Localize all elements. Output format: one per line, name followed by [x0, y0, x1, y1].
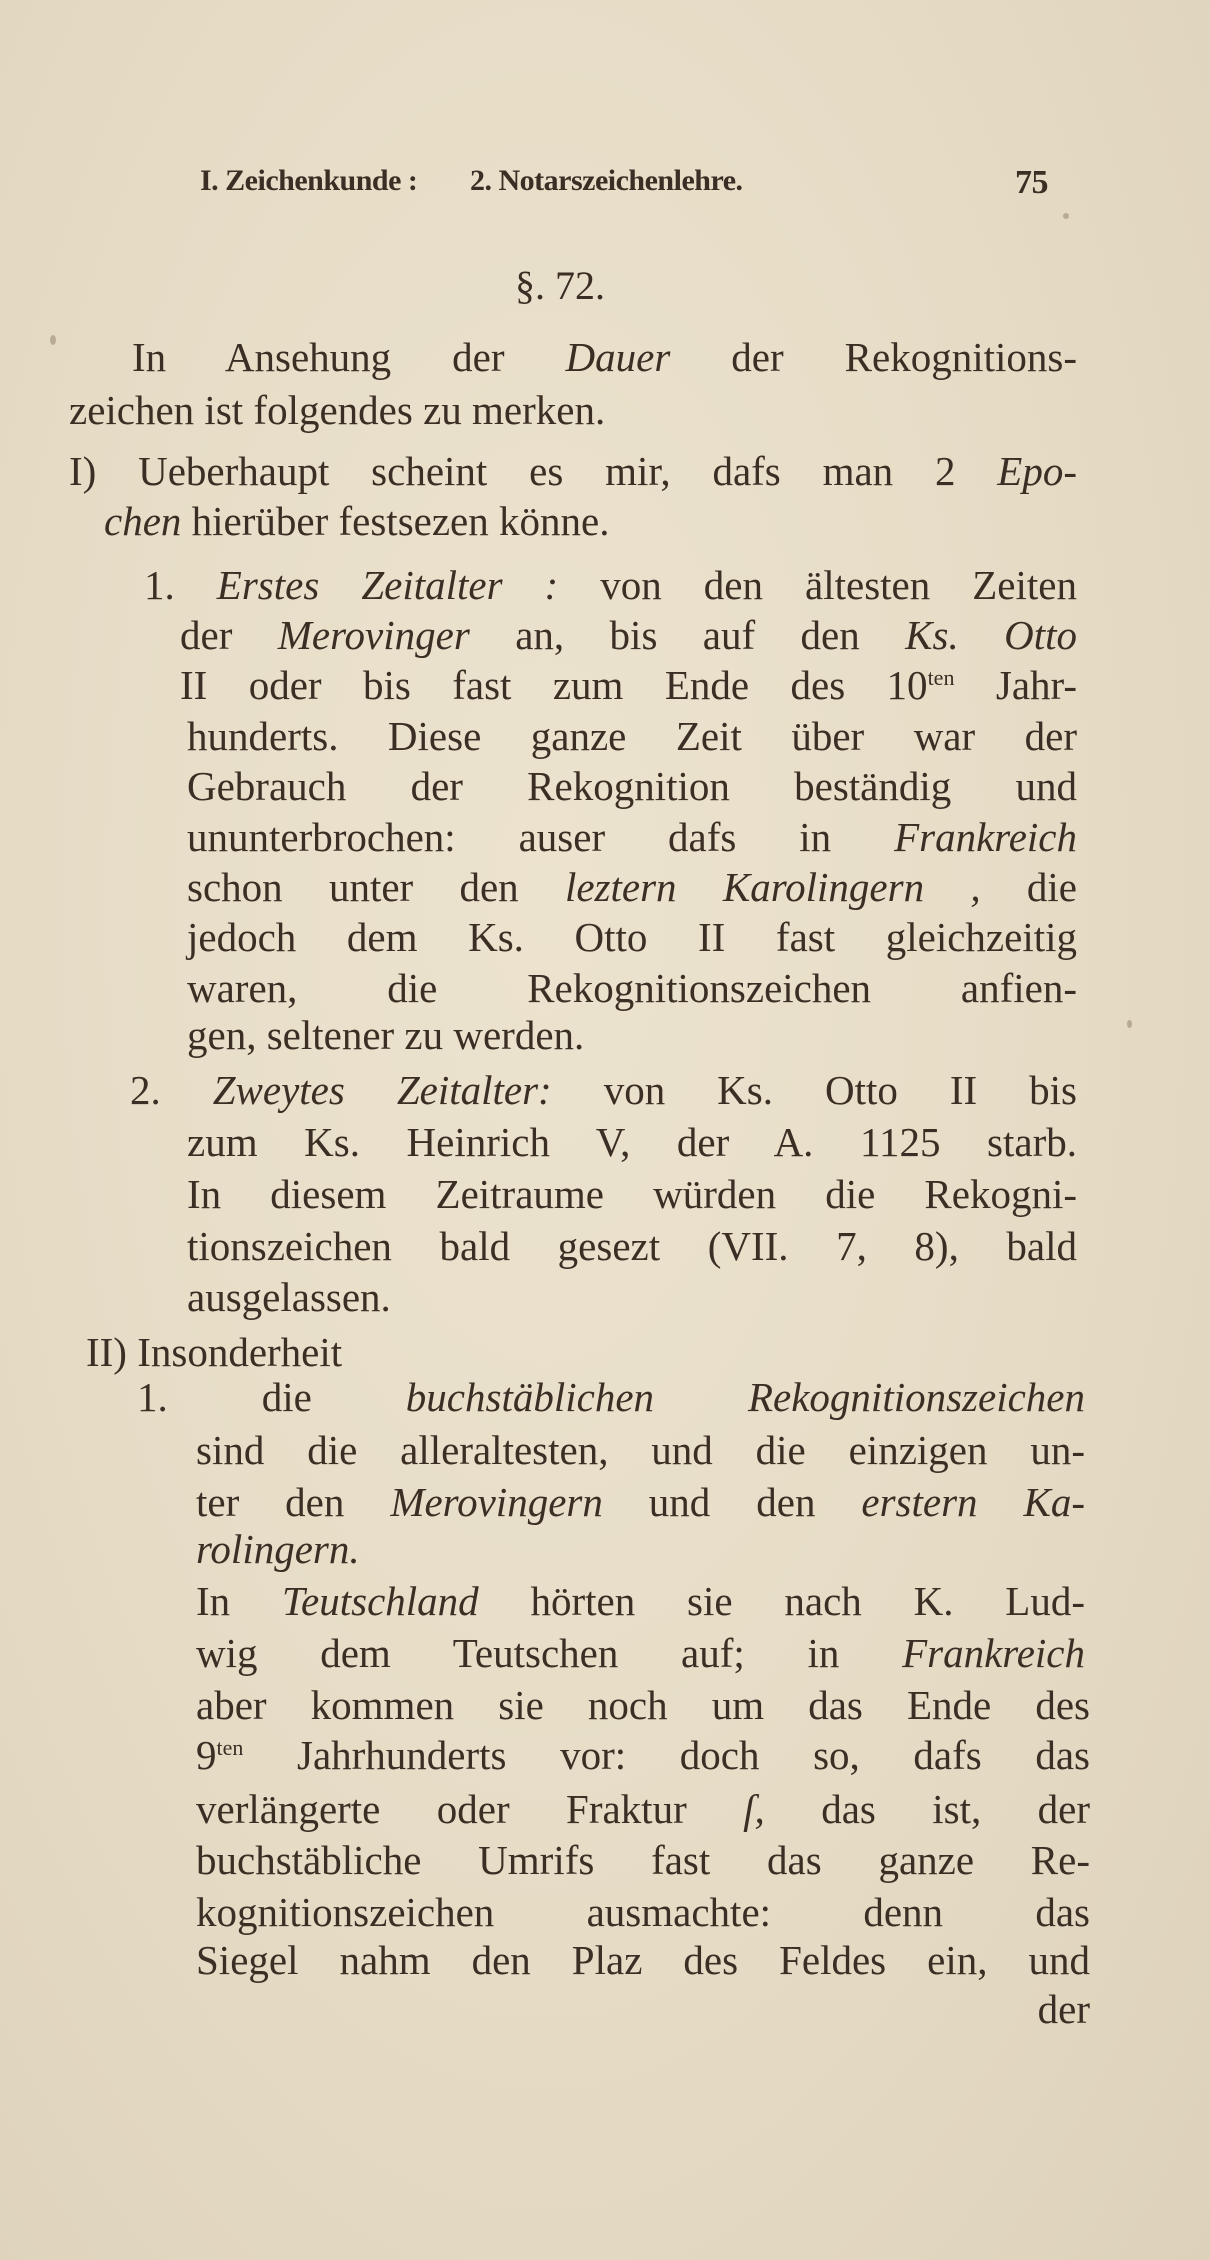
text-line: [187, 911, 1077, 963]
text-line: [130, 1064, 1077, 1116]
superscript-text: ten: [927, 665, 955, 690]
text-segment: hörten sie nach K. Lud-: [478, 1578, 1085, 1624]
italic-text: Merovingern: [390, 1479, 603, 1525]
text-segment: 9: [196, 1732, 217, 1778]
text-line: [187, 760, 1077, 812]
text-line: [196, 1424, 1085, 1476]
text-segment: wig dem Teutschen auf; in: [196, 1630, 903, 1676]
text-line: [187, 1116, 1077, 1168]
paper-speck: [50, 335, 56, 345]
text-segment: Jahrhunderts vor: doch so, dafs das: [243, 1732, 1090, 1778]
text-segment: an, bis auf den: [469, 612, 906, 658]
text-line: [104, 495, 1077, 547]
text-segment: Gebrauch der Rekognition beständig und: [187, 763, 1077, 809]
text-segment: tionszeichen bald gesezt (VII. 7, 8), bald: [187, 1223, 1077, 1269]
text-segment: ausgelassen.: [187, 1274, 391, 1320]
text-line: [132, 331, 1077, 383]
text-segment: zeichen ist folgendes zu merken.: [69, 387, 606, 433]
text-segment: der Rekognitions-: [670, 334, 1077, 380]
text-segment: gen, seltener zu werden.: [187, 1012, 585, 1058]
text-segment: II) Insonderheit: [86, 1329, 343, 1375]
text-segment: der: [180, 612, 278, 658]
text-line: [187, 1271, 1077, 1323]
text-line: [187, 1220, 1077, 1272]
paper-speck: [1127, 1020, 1132, 1028]
text-segment: hunderts. Diese ganze Zeit über war der: [187, 713, 1077, 759]
text-segment: und den: [602, 1479, 862, 1525]
text-line: [196, 1783, 1090, 1835]
text-line: [187, 861, 1077, 913]
text-segment: von den ältesten Zeiten: [558, 562, 1077, 608]
text-segment: das ist, der: [764, 1786, 1090, 1832]
text-segment: zum Ks. Heinrich V, der A. 1125 starb.: [187, 1119, 1077, 1165]
text-segment: buchstäbliche Umrifs fast das ganze Re-: [196, 1837, 1090, 1883]
text-line: [187, 1009, 1077, 1061]
italic-text: Ks. Otto: [905, 612, 1078, 658]
italic-text: leztern Karolingern ,: [564, 864, 981, 910]
text-segment: Jahr-: [954, 662, 1078, 708]
superscript-text: ten: [216, 1735, 244, 1760]
text-line: [196, 1886, 1090, 1938]
italic-text: Dauer: [565, 334, 671, 380]
text-segment: kognitionszeichen ausmachte: denn das: [196, 1889, 1090, 1935]
italic-text: Epo-: [997, 448, 1077, 494]
text-line: [187, 962, 1077, 1014]
italic-text: Erstes Zeitalter :: [216, 562, 559, 608]
text-line: [180, 659, 1077, 711]
text-segment: jedoch dem Ks. Otto II fast gleichzeitig: [187, 914, 1077, 960]
text-segment: 2.: [130, 1067, 213, 1113]
italic-text: Frankreich: [902, 1630, 1085, 1676]
text-line: [187, 1168, 1077, 1220]
text-line: [196, 1834, 1090, 1886]
italic-text: buchstäblichen Rekognitionszeichen: [405, 1374, 1086, 1420]
text-segment: ter den: [196, 1479, 391, 1525]
text-segment: sind die alleraltesten, und die einzigen un-: [196, 1427, 1085, 1473]
text-segment: 1. die: [137, 1374, 406, 1420]
text-line: [196, 1627, 1085, 1679]
text-line: [187, 710, 1077, 762]
text-line: [69, 384, 1077, 436]
text-segment: Siegel nahm den Plaz des Feldes ein, und: [196, 1937, 1090, 1983]
paper-speck: [1063, 213, 1069, 219]
text-line: [196, 1575, 1085, 1627]
text-line: [137, 1371, 1085, 1423]
text-segment: die: [980, 864, 1077, 910]
text-segment: ununterbrochen: auser dafs in: [187, 814, 895, 860]
text-segment: In: [196, 1578, 282, 1624]
text-line: [196, 1729, 1090, 1781]
text-segment: von Ks. Otto II bis: [551, 1067, 1078, 1113]
italic-text: erstern Ka-: [861, 1479, 1085, 1525]
running-header-section: I. Zeichenkunde :: [200, 164, 418, 197]
text-line: [196, 1934, 1090, 1986]
text-line: [196, 1523, 1085, 1575]
running-header-subsection: 2. Notarszeichenlehre.: [470, 164, 743, 197]
italic-text: chen: [104, 498, 182, 544]
text-segment: schon unter den: [187, 864, 565, 910]
text-segment: waren, die Rekognitionszeichen anfien-: [187, 965, 1077, 1011]
italic-text: rolingern.: [196, 1526, 360, 1572]
italic-text: Frankreich: [894, 814, 1077, 860]
page-number: 75: [1015, 164, 1048, 201]
text-line: [196, 1476, 1085, 1528]
text-segment: I) Ueberhaupt scheint es mir, dafs man 2: [69, 448, 998, 494]
italic-text: ſ,: [743, 1786, 765, 1832]
text-segment: In Ansehung der: [132, 334, 566, 380]
text-segment: II oder bis fast zum Ende des 10: [180, 662, 928, 708]
text-segment: 1.: [144, 562, 217, 608]
text-line: [187, 811, 1077, 863]
text-segment: hierüber festsezen könne.: [181, 498, 610, 544]
italic-text: Zweytes Zeitalter:: [212, 1067, 552, 1113]
section-heading: §. 72.: [515, 263, 605, 308]
text-segment: In diesem Zeitraume würden die Rekogni-: [187, 1171, 1077, 1217]
italic-text: Merovinger: [277, 612, 470, 658]
text-line: [69, 445, 1077, 497]
text-line: [196, 1983, 1090, 2035]
text-segment: der: [1037, 1986, 1090, 2032]
italic-text: Teutschland: [281, 1578, 479, 1624]
text-line: [180, 609, 1077, 661]
text-segment: verlängerte oder Fraktur: [196, 1786, 744, 1832]
text-line: [144, 559, 1077, 611]
text-line: [196, 1679, 1090, 1731]
text-segment: aber kommen sie noch um das Ende des: [196, 1682, 1090, 1728]
